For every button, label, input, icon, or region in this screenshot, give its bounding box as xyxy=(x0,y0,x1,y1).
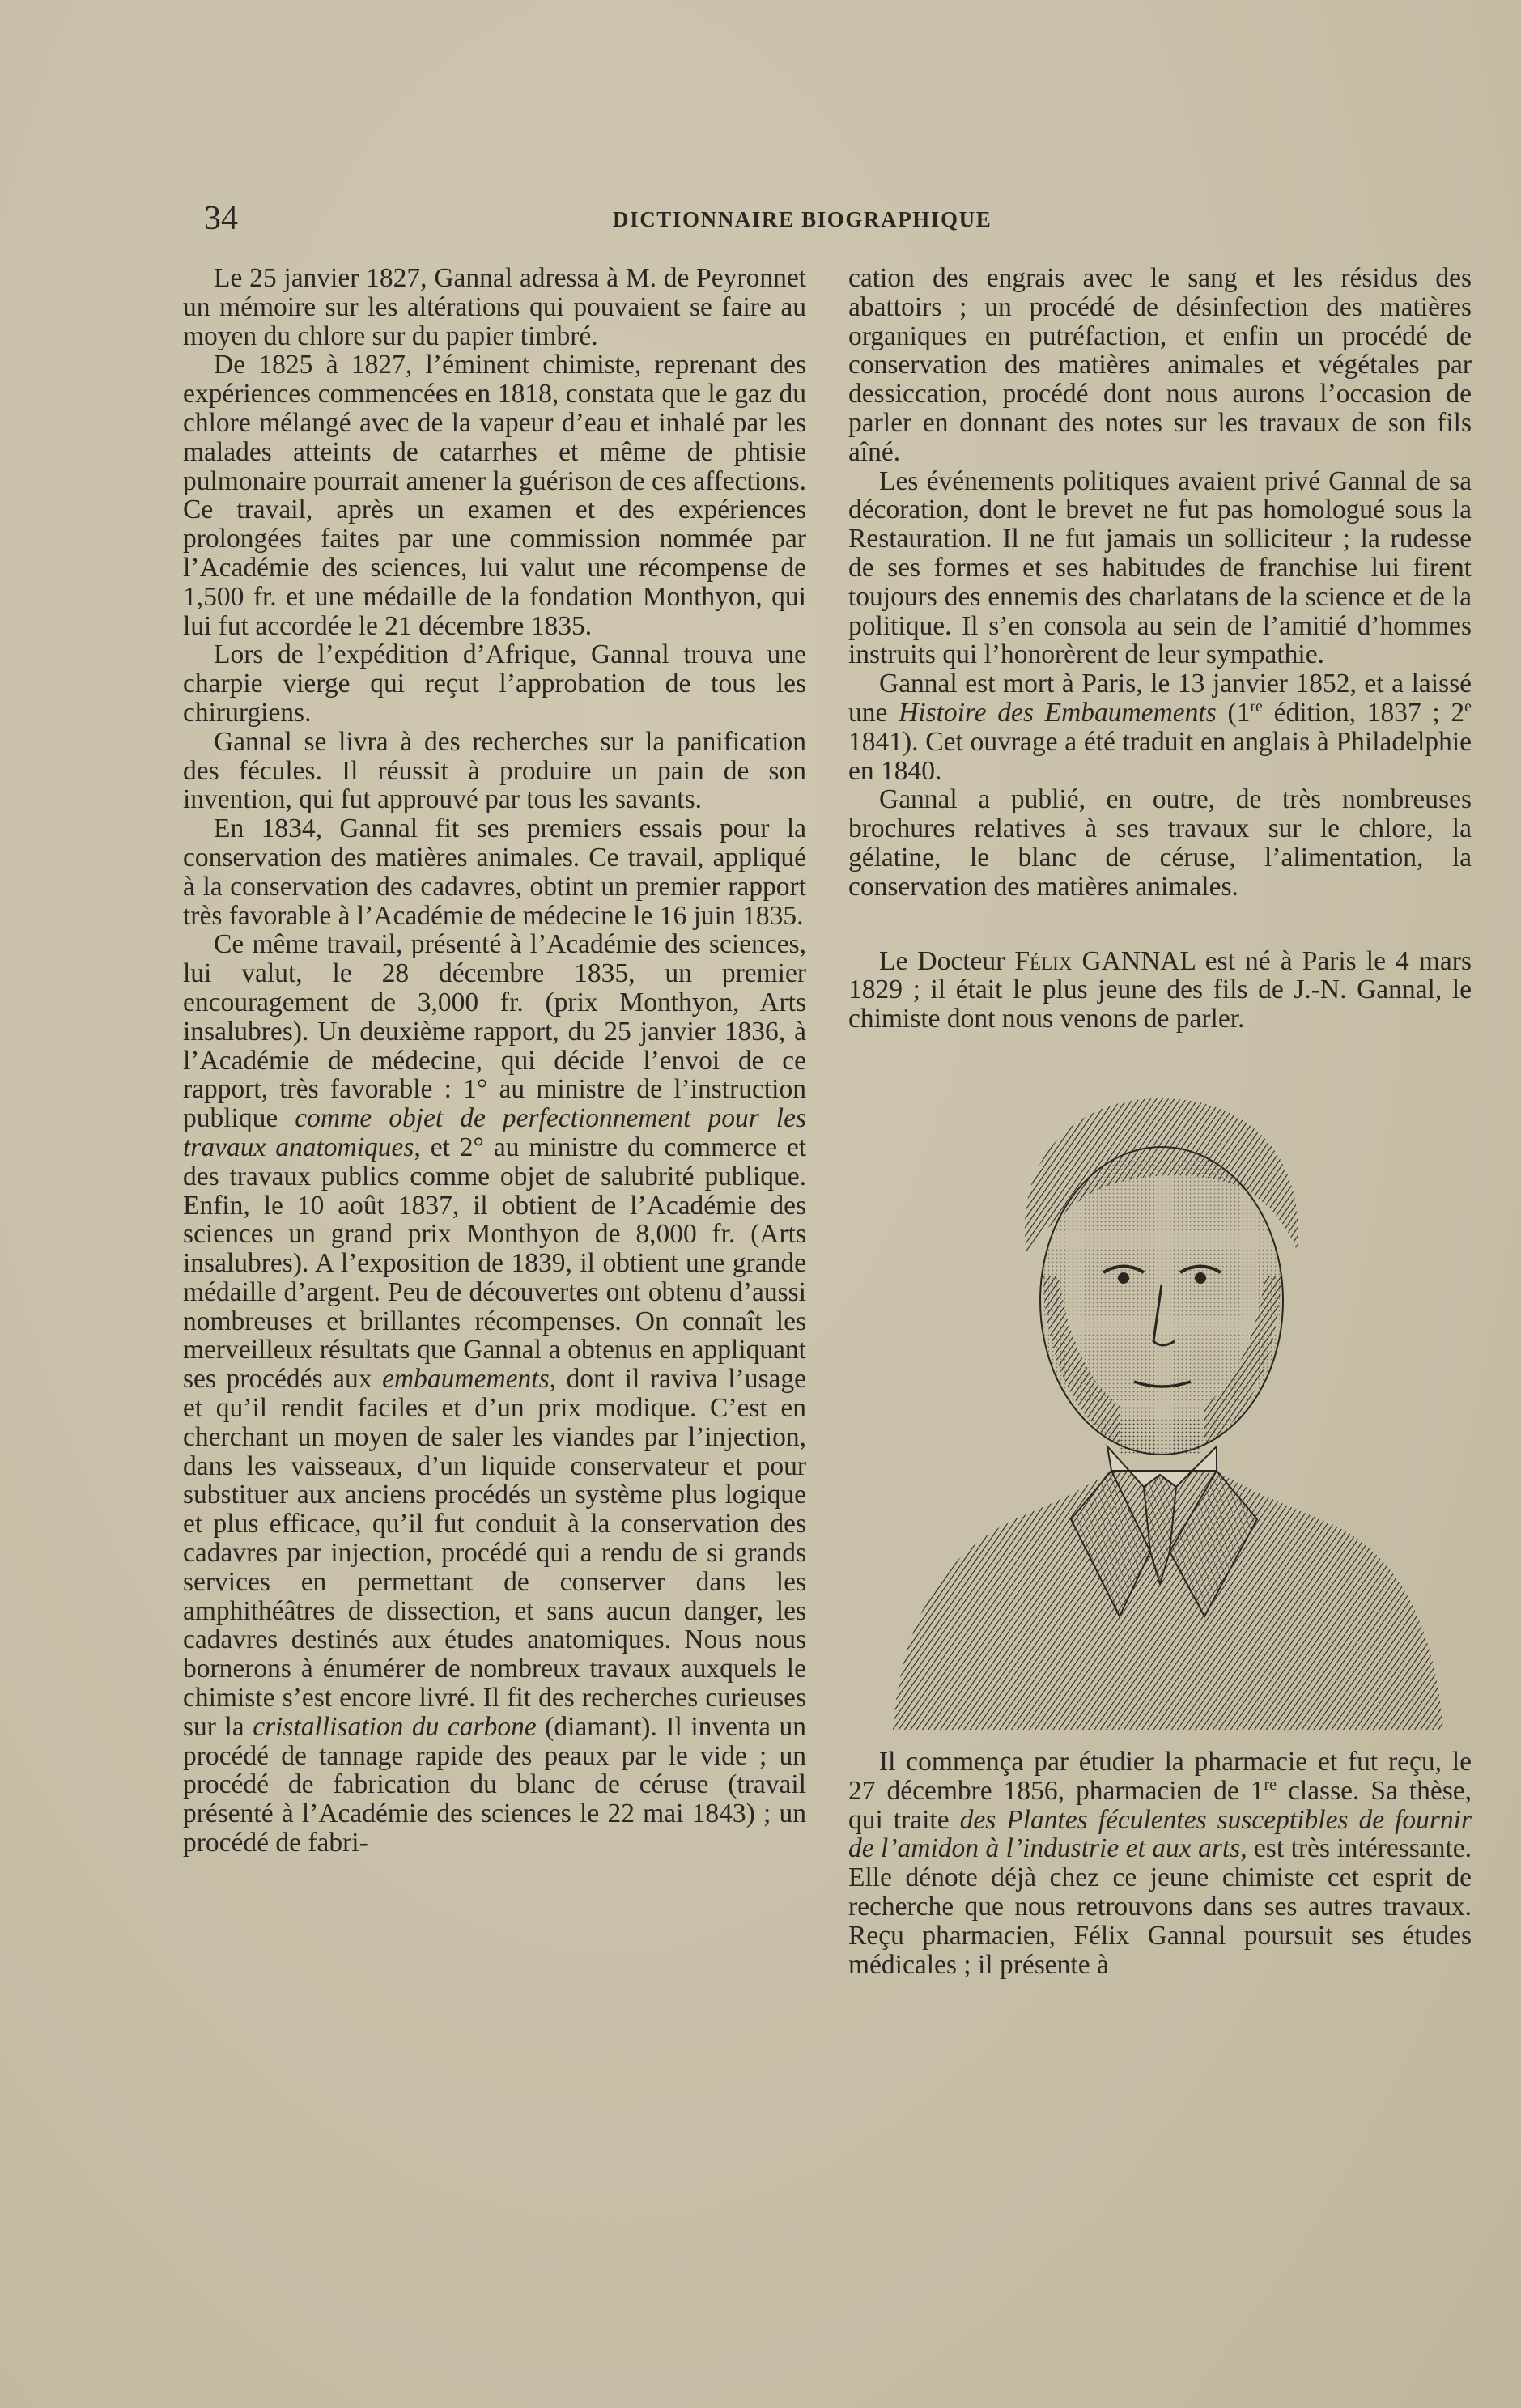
text-run: édition, 1837 ; 2 xyxy=(1262,697,1465,728)
text-run: (diamant). Il inventa un procédé de tannage rapide des peaux par le vide ; un procédé de fabrication du blanc de céruse (travail présenté à l’Académie des sciences le 22 mai 1843) ; un procédé de fabri- xyxy=(183,1711,806,1858)
text-run: (1 xyxy=(1216,697,1251,728)
paragraph: cation des engrais avec le sang et les résidus des abattoirs ; un procédé de désinfection des matières organiques en putréfaction, et enfin un procédé de conservation des matières animales et végétales par dessiccation, procédé dont nous aurons l’occasion de parler en donnant des notes sur les travaux de son fils aîné. xyxy=(848,263,1472,467)
text-run: Gannal est mort à Paris, le 13 janvier 1852, et a laissé une xyxy=(848,669,1472,728)
italic-phrase: comme objet de perfectionnement pour les travaux anatomiques xyxy=(183,1103,807,1162)
page-header xyxy=(204,201,1483,236)
text-run: Il commença par étudier la pharmacie et fut reçu, le 27 décembre 1856, pharmacien de 1 xyxy=(848,1746,1472,1806)
engraved-portrait-icon xyxy=(877,1066,1443,1730)
paragraph xyxy=(848,947,1472,1034)
italic-thesis-title: des Plantes féculentes susceptibles de fournir de l’amidon à l’industrie et aux arts xyxy=(848,1804,1472,1864)
right-column xyxy=(848,264,1472,1979)
italic-phrase: cristallisation du carbone xyxy=(253,1711,537,1742)
paragraph: Le 25 janvier 1827, Gannal adressa à M. de Peyronnet un mémoire sur les altérations qui pouvaient se faire au moyen du chlore sur du papier timbré. xyxy=(183,263,806,351)
italic-phrase: embaumements xyxy=(382,1364,550,1395)
italic-title: Histoire des Embaumements xyxy=(899,697,1217,728)
text-run: Le Docteur xyxy=(879,945,1015,976)
superscript: re xyxy=(1250,697,1263,716)
page-number: 34 xyxy=(204,200,238,237)
superscript: re xyxy=(1264,1775,1277,1794)
paragraph: Les événements politiques avaient privé Gannal de sa décoration, dont le brevet ne fut pas homologué sous la Restauration. Il ne fut jamais un solliciteur ; la rudesse de ses formes et ses habitudes de franchise lui firent toujours des ennemis des charlatans de la science et de la politique. Il s’en consola au sein de l’amitié d’hommes instruits qui l’honorèrent de leur sympathie. xyxy=(848,465,1472,670)
person-firstname: Félix xyxy=(1014,945,1073,976)
paragraph: En 1834, Gannal fit ses premiers essais pour la conservation des matières animales. Ce travail, appliqué à la conservation des cadavres, obtint un premier rapport très favorable à l’Académie de médecine le 16 juin 1835. xyxy=(183,813,806,931)
paragraph: Gannal a publié, en outre, de très nombreuses brochures relatives à ses travaux sur le chlore, la gélatine, le blanc de céruse, l’alimentation, la conservation des matières animales. xyxy=(848,784,1472,902)
paragraph xyxy=(183,930,806,1858)
running-title: DICTIONNAIRE BIOGRAPHIQUE xyxy=(613,207,992,231)
text-run: GANNAL est né à Paris le 4 mars 1829 ; il était le plus jeune des fils de J.-N. Gannal, le chimiste dont nous venons de parler. xyxy=(848,945,1472,1034)
text-run: 1841). Cet ouvrage a été traduit en anglais à Philadelphie en 1840. xyxy=(848,726,1472,786)
paragraph xyxy=(848,669,1472,785)
text-run: , et 2° au ministre du commerce et des travaux publics comme objet de salubrité publique. Enfin, le 10 août 1837, il obtient de l’Académie des sciences un grand prix Monthyon de 8,000 fr. (Arts insalubres). A l’exposition de 1839, il obtient une grande médaille d’argent. Peu de découvertes ont obtenu d’aussi nombreuses et brillantes récompenses. On connaît les merveilleux résultats que Gannal a obtenus en appliquant ses procédés aux xyxy=(183,1132,807,1395)
paragraph: Lors de l’expédition d’Afrique, Gannal trouva une charpie vierge qui reçut l’approbation de tous les chirurgiens. xyxy=(183,639,806,728)
text-run: Ce même travail, présenté à l’Académie des sciences, lui valut, le 28 décembre 1835, un premier encouragement de 3,000 fr. (prix Monthyon, Arts insalubres). Un deuxième rapport, du 25 janvier 1836, à l’Académie de médecine, qui décide l’envoi de ce rapport, très favorable : 1° au ministre de l’instruction publique xyxy=(183,929,806,1134)
paragraph: De 1825 à 1827, l’éminent chimiste, reprenant des expériences commencées en 1818, constata que le gaz du chlore mélangé avec de la vapeur d’eau et inhalé par les malades atteints de catarrhes et même de phtisie pulmonaire pourrait amener la guérison de ces affections. Ce travail, après un examen et des expériences prolongées faites par une commission nommée par l’Académie des sciences, lui valut une récompense de 1,500 fr. et une médaille de la fondation Monthyon, qui lui fut accordée le 21 décembre 1835. xyxy=(183,350,806,641)
left-column xyxy=(183,264,806,1858)
paragraph: Gannal se livra à des recherches sur la panification des fécules. Il réussit à produire un pain de son invention, qui fut approuvé par tous les savants. xyxy=(183,726,806,815)
text-run: , est très intéressante. Elle dénote déjà chez ce jeune chimiste cet esprit de recherche que nous retrouvons dans ses autres travaux. Reçu pharmacien, Félix Gannal poursuit ses études médicales ; il présente à xyxy=(848,1833,1472,1980)
superscript: e xyxy=(1464,697,1472,716)
paragraph xyxy=(848,1748,1472,1979)
text-run: classe. Sa thèse, qui traite xyxy=(848,1775,1472,1835)
text-run: , dont il raviva l’usage et qu’il rendit faciles et d’un prix modique. C’est en cherchant un moyen de saler les viandes par l’injection, dans les vaisseaux, d’un liquide conservateur et pour substituer aux anciens procédés un système plus logique et plus efficace, qu’il fut conduit à la conservation des cadavres par injection, procédé qui a rendu de si grands services en permettant de conserver dans les amphithéâtres de dissection, et sans aucun danger, les cadavres destinés aux études anatomiques. Nous nous bornerons à énumérer de nombreux travaux auxquels le chimiste s’est encore livré. Il fit des recherches curieuses sur la xyxy=(183,1364,806,1742)
